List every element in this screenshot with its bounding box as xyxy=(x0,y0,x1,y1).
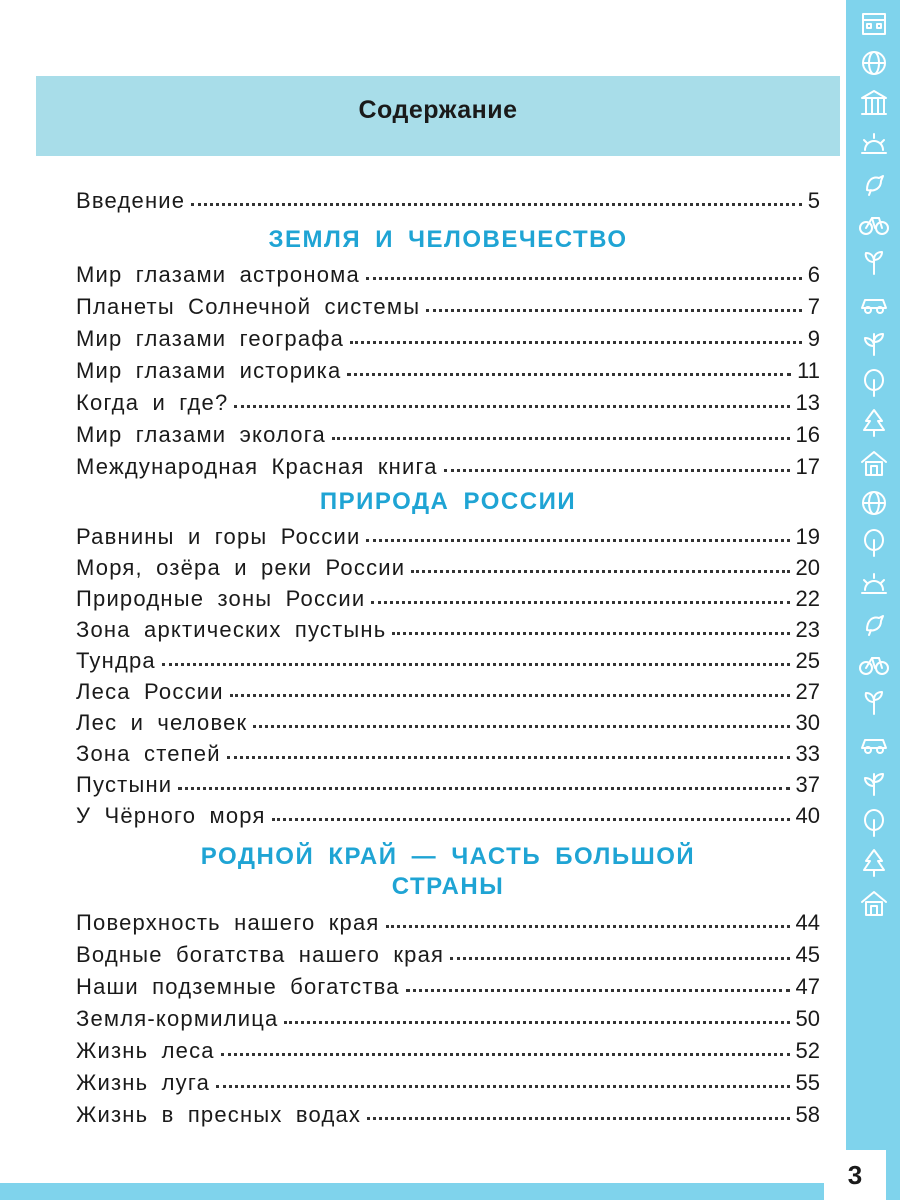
dot-leader xyxy=(234,405,789,408)
toc-entry-page: 11 xyxy=(797,358,820,383)
section-heading-line: СТРАНЫ xyxy=(391,873,505,900)
toc-entry-page: 58 xyxy=(795,1102,820,1127)
dot-leader xyxy=(350,341,802,344)
section-heading: ПРИРОДА РОССИИ xyxy=(319,488,577,515)
dot-leader xyxy=(444,469,790,472)
toc-entry-page: 16 xyxy=(795,422,820,447)
toc-entry[interactable] xyxy=(76,256,820,288)
toc-entry-page: 23 xyxy=(795,617,820,642)
toc-entry-label: Земля-кормилица xyxy=(76,1006,279,1031)
dot-leader xyxy=(332,437,790,440)
dot-leader xyxy=(426,309,802,312)
toc-entry[interactable] xyxy=(76,673,820,705)
toc-entry-label: Жизнь в пресных водах xyxy=(76,1102,362,1127)
toc-entry[interactable] xyxy=(76,968,820,1000)
dot-leader xyxy=(366,539,789,542)
toc-entry[interactable] xyxy=(76,797,820,829)
building-icon xyxy=(857,6,891,40)
toc-entry[interactable] xyxy=(76,384,820,416)
toc-entry-page: 17 xyxy=(795,454,820,479)
toc-entry-label: Лес и человек xyxy=(76,710,248,735)
dot-leader xyxy=(230,694,790,697)
toc-entry-page: 55 xyxy=(795,1070,820,1095)
dot-leader xyxy=(216,1085,789,1088)
page-number: 3 xyxy=(824,1150,886,1200)
sprout-icon xyxy=(857,686,891,720)
bird-icon xyxy=(857,166,891,200)
toc-entry-page: 50 xyxy=(795,1006,820,1031)
toc-entry[interactable] xyxy=(76,642,820,674)
sun-icon xyxy=(857,566,891,600)
toc-entry-page: 19 xyxy=(795,524,820,549)
dot-leader xyxy=(411,570,789,573)
toc-entry-label: Моря, озёра и реки России xyxy=(76,555,406,580)
toc-entry-label: Мир глазами астронома xyxy=(76,262,360,287)
sun-icon xyxy=(857,126,891,160)
toc-entry-label: Когда и где? xyxy=(76,390,229,415)
toc-entry[interactable] xyxy=(76,704,820,736)
toc-entry[interactable] xyxy=(76,766,820,798)
dot-leader xyxy=(253,725,789,728)
toc-entry-page: 44 xyxy=(795,910,820,935)
toc-entry-label: Мир глазами историка xyxy=(76,358,342,383)
toc-entry-page: 13 xyxy=(795,390,820,415)
globe-icon xyxy=(857,46,891,80)
fir-tree-icon xyxy=(857,846,891,880)
sprout-icon xyxy=(857,246,891,280)
toc-entry-label: Поверхность нашего края xyxy=(76,910,380,935)
bicycle-icon xyxy=(857,646,891,680)
section-heading-line: РОДНОЙ КРАЙ — ЧАСТЬ БОЛЬШОЙ xyxy=(200,843,696,870)
toc-entry-page: 45 xyxy=(795,942,820,967)
toc-entry[interactable] xyxy=(76,735,820,767)
toc-entry-label: Жизнь леса xyxy=(76,1038,215,1063)
toc-entry-label: Мир глазами эколога xyxy=(76,422,326,447)
dot-leader xyxy=(366,277,802,280)
toc-entry[interactable] xyxy=(76,936,820,968)
house-icon xyxy=(857,886,891,920)
columns-icon xyxy=(857,86,891,120)
globe-icon xyxy=(857,486,891,520)
toc-entry-page: 33 xyxy=(795,741,820,766)
toc-entry-page: 22 xyxy=(795,586,820,611)
toc-entry-page: 25 xyxy=(795,648,820,673)
toc-entry[interactable] xyxy=(76,1064,820,1096)
plant-icon xyxy=(857,326,891,360)
toc-entry[interactable] xyxy=(76,611,820,643)
toc-entry[interactable] xyxy=(76,352,820,384)
dot-leader xyxy=(178,787,789,790)
toc-entry-page: 20 xyxy=(795,555,820,580)
toc-entry-label: Планеты Солнечной системы xyxy=(76,294,421,319)
dot-leader xyxy=(191,203,802,206)
section-heading: ЗЕМЛЯ И ЧЕЛОВЕЧЕСТВО xyxy=(268,226,628,253)
tree-icon xyxy=(857,806,891,840)
toc-entry-page: 9 xyxy=(807,326,820,351)
toc-entry[interactable] xyxy=(76,320,820,352)
toc-entry-page: 40 xyxy=(795,803,820,828)
toc-entry-label: Зона степей xyxy=(76,741,221,766)
dot-leader xyxy=(367,1117,789,1120)
toc-entry-label: Равнины и горы России xyxy=(76,524,361,549)
toc-entry[interactable] xyxy=(76,580,820,612)
toc-entry-page: 7 xyxy=(807,294,820,319)
dot-leader xyxy=(406,989,790,992)
toc-entry-label: Зона арктических пустынь xyxy=(76,617,387,642)
toc-entry-page: 37 xyxy=(795,772,820,797)
tree-icon xyxy=(857,526,891,560)
toc-entry-label: У Чёрного моря xyxy=(76,803,266,828)
decorative-bottom-strip xyxy=(0,1183,900,1200)
toc-entry-page: 6 xyxy=(807,262,820,287)
toc-entry-intro[interactable] xyxy=(76,182,820,214)
toc-entry[interactable] xyxy=(76,448,820,480)
toc-entry[interactable] xyxy=(76,288,820,320)
toc-entry-label: Тундра xyxy=(76,648,156,673)
toc-title: Содержание xyxy=(358,96,518,124)
toc-entry[interactable] xyxy=(76,904,820,936)
toc-entry[interactable] xyxy=(76,416,820,448)
toc-entry-label: Мир глазами географа xyxy=(76,326,345,351)
dot-leader xyxy=(272,818,790,821)
toc-entry[interactable] xyxy=(76,1000,820,1032)
dot-leader xyxy=(162,663,790,666)
plant-icon xyxy=(857,766,891,800)
section-heading xyxy=(76,842,820,902)
toc-entry-label: Пустыни xyxy=(76,772,173,797)
decorative-side-strip xyxy=(846,0,900,1200)
dot-leader xyxy=(450,957,789,960)
bird-icon xyxy=(857,606,891,640)
car-icon xyxy=(857,726,891,760)
toc-entry-label: Природные зоны России xyxy=(76,586,366,611)
toc-entry[interactable] xyxy=(76,1096,820,1128)
toc-entry[interactable] xyxy=(76,549,820,581)
toc-entry[interactable] xyxy=(76,518,820,550)
house-icon xyxy=(857,446,891,480)
dot-leader xyxy=(392,632,789,635)
toc-entry-label: Водные богатства нашего края xyxy=(76,942,445,967)
bicycle-icon xyxy=(857,206,891,240)
dot-leader xyxy=(347,373,791,376)
toc-entry-label: Наши подземные богатства xyxy=(76,974,400,999)
fir-tree-icon xyxy=(857,406,891,440)
toc-entry-page: 47 xyxy=(795,974,820,999)
dot-leader xyxy=(371,601,789,604)
dot-leader xyxy=(386,925,790,928)
toc-entry-label: Введение xyxy=(76,188,186,213)
toc-entry-label: Международная Красная книга xyxy=(76,454,438,479)
toc-entry-page: 27 xyxy=(795,679,820,704)
toc-entry-page: 52 xyxy=(795,1038,820,1063)
toc-entry-label: Жизнь луга xyxy=(76,1070,211,1095)
toc-entry-page: 5 xyxy=(807,188,820,213)
dot-leader xyxy=(284,1021,789,1024)
car-icon xyxy=(857,286,891,320)
toc-entry[interactable] xyxy=(76,1032,820,1064)
dot-leader xyxy=(221,1053,790,1056)
toc-entry-page: 30 xyxy=(795,710,820,735)
dot-leader xyxy=(227,756,790,759)
tree-icon xyxy=(857,366,891,400)
toc-entry-label: Леса России xyxy=(76,679,224,704)
